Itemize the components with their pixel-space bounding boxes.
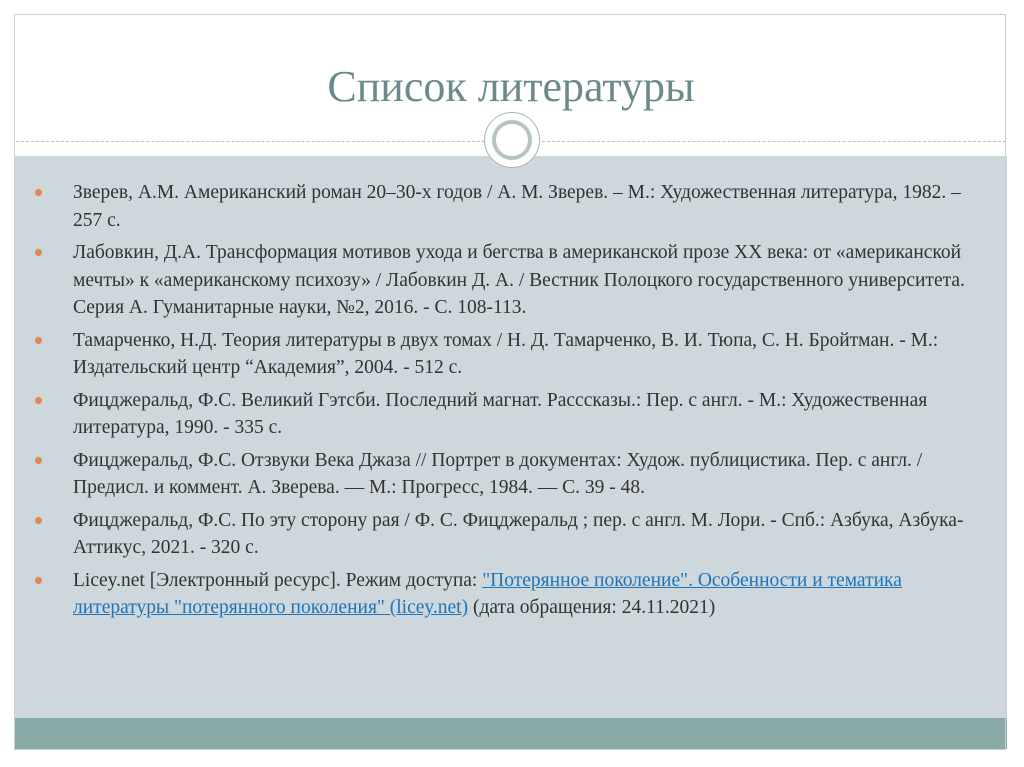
bullet-icon xyxy=(35,577,42,584)
list-item xyxy=(73,179,978,234)
list-item xyxy=(73,387,978,442)
bullet-icon xyxy=(35,457,42,464)
bullet-icon xyxy=(35,397,42,404)
reference-text: Зверев, А.М. Американский роман 20–30-х годов / А. М. Зверев. – М.: Художественная литература, 1982. – 257 с. xyxy=(73,182,961,231)
reference-text: Фицджеральд, Ф.С. По эту сторону рая / Ф. С. Фицджеральд ; пер. с англ. М. Лори. - Спб.: Азбука, Азбука-Аттикус, 2021. - 320 с. xyxy=(73,509,964,558)
list-item xyxy=(73,239,978,322)
bullet-icon xyxy=(35,517,42,524)
bullet-icon xyxy=(35,189,42,196)
ring-ornament-icon xyxy=(484,112,540,168)
reference-prefix: Licey.net [Электронный ресурс]. Режим доступа: xyxy=(73,569,483,591)
reference-suffix: (дата обращения: 24.11.2021) xyxy=(468,597,716,618)
reference-link[interactable]: "Потерянное поколение". Особенности и тематика литературы "потерянного поколения" (licey.net) xyxy=(73,569,902,618)
reference-list xyxy=(73,179,978,627)
list-item xyxy=(73,507,978,562)
reference-text: Тамарченко, Н.Д. Теория литературы в двух томах / Н. Д. Тамарченко, В. И. Тюпа, С. Н. Бройтман. - М.: Издательский центр “Академия”, 2004. - 512 с. xyxy=(73,329,939,378)
bullet-icon xyxy=(35,249,42,256)
reference-text: Фицджеральд, Ф.С. Великий Гэтсби. Последний магнат. Расссказы.: Пер. с англ. - М.: Художественная литература, 1990. - 335 с. xyxy=(73,389,928,438)
reference-text: Лабовкин, Д.А. Трансформация мотивов ухода и бегства в американской прозе XX века: от «американской мечты» к «американскому психозу» / Лабовкин Д. А. / Вестник Полоцкого государственного университета. Серия A. Гуманитарные науки, №2, 2016. - С. 108-113. xyxy=(73,242,965,318)
list-item xyxy=(73,447,978,502)
reference-text: Фицджеральд, Ф.С. Отзвуки Века Джаза // Портрет в документах: Худож. публицистика. Пер. с англ. / Предисл. и коммент. А. Зверева. — М.: Прогресс, 1984. — С. 39 - 48. xyxy=(73,449,923,498)
list-item xyxy=(73,567,978,622)
bullet-icon xyxy=(35,337,42,344)
slide-title: Список литературы xyxy=(327,62,695,111)
list-item xyxy=(73,327,978,382)
